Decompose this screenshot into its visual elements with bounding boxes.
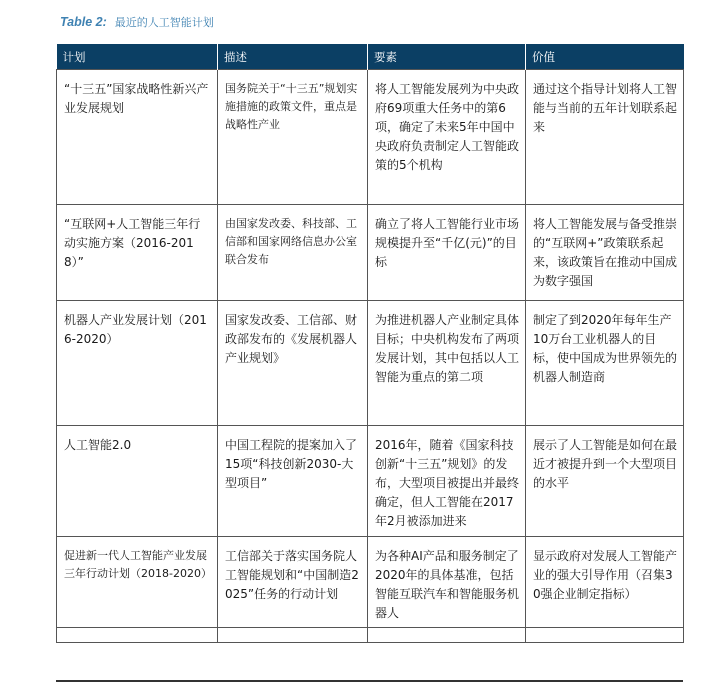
cell-elements: 将人工智能发展列为中央政府69项重大任务中的第6项，确定了未来5年中国中央政府负责制定人工智能政策的5个机构 [368, 70, 526, 205]
cell-description: 中国工程院的提案加入了15项“科技创新2030-大型项目” [218, 426, 368, 537]
cell-plan: 机器人产业发展计划（2016-2020） [57, 301, 218, 426]
table-row [57, 70, 684, 205]
cell-description: 国家发改委、工信部、财政部发布的《发展机器人产业规划》 [218, 301, 368, 426]
header-description: 描述 [218, 44, 368, 70]
cell-description: 国务院关于“十三五”规划实施措施的政策文件，重点是战略性产业 [218, 70, 368, 205]
table-row-empty [57, 628, 684, 643]
caption-label: Table 2: [60, 15, 107, 29]
table-row [57, 426, 684, 537]
table-row [57, 205, 684, 301]
header-plan: 计划 [57, 44, 218, 70]
cell-elements: 为推进机器人产业制定具体目标；中央机构发布了两项发展计划，其中包括以人工智能为重点的第二项 [368, 301, 526, 426]
cell-empty [57, 628, 218, 643]
cell-empty [218, 628, 368, 643]
cell-elements: 确立了将人工智能行业市场规模提升至“千亿(元)”的目标 [368, 205, 526, 301]
header-value: 价值 [526, 44, 684, 70]
cell-plan: 人工智能2.0 [57, 426, 218, 537]
cell-plan: “十三五”国家战略性新兴产业发展规划 [57, 70, 218, 205]
table-bottom-rule [56, 680, 683, 682]
cell-value: 显示政府对发展人工智能产业的强大引导作用（召集30强企业制定指标） [526, 537, 684, 628]
cell-plan: 促进新一代人工智能产业发展三年行动计划（2018-2020） [57, 537, 218, 628]
table-header-row [57, 44, 684, 70]
cell-description: 由国家发改委、科技部、工信部和国家网络信息办公室联合发布 [218, 205, 368, 301]
ai-plans-table [56, 44, 684, 643]
header-elements: 要素 [368, 44, 526, 70]
cell-value: 将人工智能发展与备受推崇的“互联网+”政策联系起来，该政策旨在推动中国成为数字强国 [526, 205, 684, 301]
cell-empty [368, 628, 526, 643]
table-caption [60, 14, 214, 30]
caption-title: 最近的人工智能计划 [114, 16, 214, 29]
cell-elements: 2016年，随着《国家科技创新“十三五”规划》的发布，大型项目被提出并最终确定，但人工智能在2017年2月被添加进来 [368, 426, 526, 537]
table-row [57, 537, 684, 628]
cell-value: 通过这个指导计划将人工智能与当前的五年计划联系起来 [526, 70, 684, 205]
table-row [57, 301, 684, 426]
cell-plan: “互联网+人工智能三年行动实施方案（2016-2018）” [57, 205, 218, 301]
cell-elements: 为各种AI产品和服务制定了2020年的具体基准，包括智能互联汽车和智能服务机器人 [368, 537, 526, 628]
cell-empty [526, 628, 684, 643]
cell-description: 工信部关于落实国务院人工智能规划和“中国制造2025”任务的行动计划 [218, 537, 368, 628]
cell-value: 展示了人工智能是如何在最近才被提升到一个大型项目的水平 [526, 426, 684, 537]
cell-value: 制定了到2020年每年生产10万台工业机器人的目标，使中国成为世界领先的机器人制造商 [526, 301, 684, 426]
